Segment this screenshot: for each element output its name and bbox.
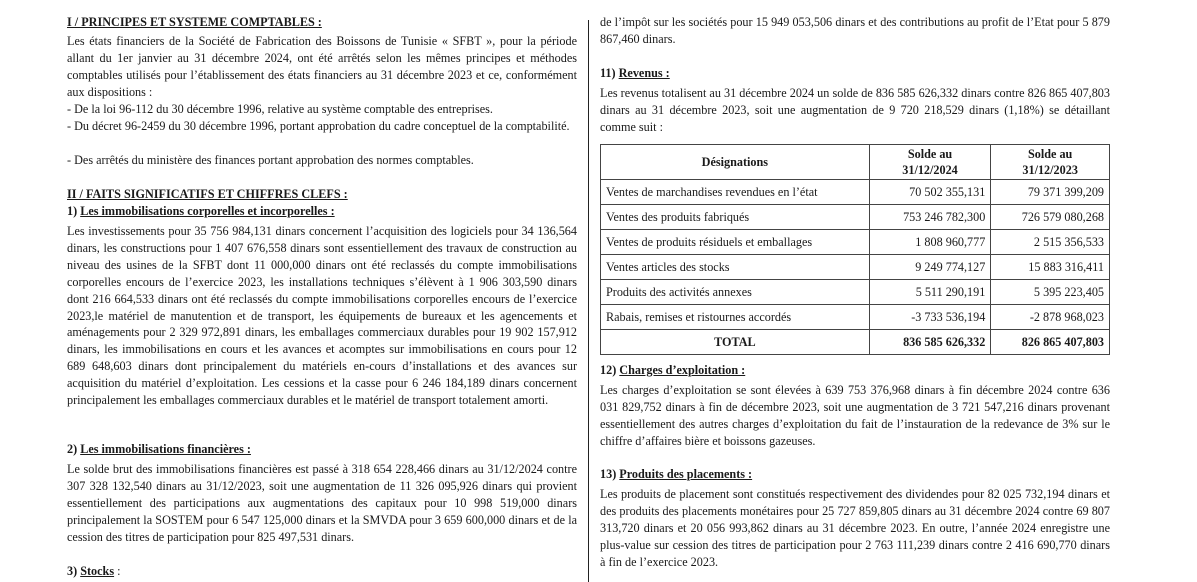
section-13-title: Produits des placements :: [619, 467, 753, 481]
subsection-2-title: Les immobilisations financières :: [80, 442, 251, 456]
value-2024-cell: 1 808 960,777: [869, 230, 991, 255]
value-2024-cell: 70 502 355,131: [869, 180, 991, 205]
value-2023-cell: -2 878 968,023: [991, 305, 1110, 330]
revenue-table-row: [601, 305, 1110, 330]
subsection-1-title: Les immobilisations corporelles et incorporelles :: [80, 204, 335, 218]
header-2023-line2: 31/12/2023: [1022, 163, 1078, 177]
designation-cell: Ventes de produits résiduels et emballages: [601, 230, 870, 255]
value-2024-cell: -3 733 536,194: [869, 305, 991, 330]
subsection-3-heading: [67, 563, 577, 580]
section-11-text: Les revenus totalisent au 31 décembre 2024 un solde de 836 585 626,332 dinars contre 826 865 407,803 dinars au 31 décembre 2023, soit une augmentation de 9 720 218,529 dinars (1,18%) se détaillant comme suit :: [600, 86, 1110, 134]
subsection-1-number: 1): [67, 204, 81, 218]
designation-cell: Rabais, remises et ristournes accordés: [601, 305, 870, 330]
header-2023: [991, 145, 1110, 180]
section-1-intro: Les états financiers de la Société de Fabrication des Boissons de Tunisie « SFBT », pour la période allant du 1er janvier au 31 décembre 2024, ont été arrêtés selon les mêmes principes et méthodes comptables utilisés pour l’établissement des états financiers au 31 décembre 2023 et ce, conformément aux dispositions :: [67, 34, 577, 99]
header-designations-label: Désignations: [701, 155, 769, 169]
subsection-3-title: Stocks: [80, 564, 115, 578]
value-2023-cell: 79 371 399,209: [991, 180, 1110, 205]
designation-cell: Ventes de marchandises revendues en l’état: [601, 180, 870, 205]
section-11-heading: [600, 65, 1110, 82]
section-13-heading: [600, 466, 1110, 483]
column-divider: [588, 20, 589, 582]
designation-cell: Ventes articles des stocks: [601, 255, 870, 280]
subsection-2-text: Le solde brut des immobilisations financières est passé à 318 654 228,466 dinars au 31/12/2024 contre 307 328 132,540 dinars au 31/12/2023, soit une augmentation de 11 326 095,926 dinars qui provient essentiellement des participations aux augmentations des capitaux pour 10 998 519,000 dinars principalement la SOSTEM pour 6 547 125,000 dinars et la SMVDA pour 3 659 600,000 dinars et de la cession des titres de participation pour 825 497,531 dinars.: [67, 462, 577, 544]
value-2023-cell: 15 883 316,411: [991, 255, 1110, 280]
revenue-table-body: [601, 180, 1110, 355]
value-2024-cell: 5 511 290,191: [869, 280, 991, 305]
revenue-table-row: [601, 280, 1110, 305]
section-12-number: 12): [600, 363, 620, 377]
section-1-bullet: - Du décret 96-2459 du 30 décembre 1996, portant approbation du cadre conceptuel de la comptabilité.: [67, 119, 570, 133]
section-11-number: 11): [600, 66, 619, 80]
value-2024-cell: 9 249 774,127: [869, 255, 991, 280]
value-2023-cell: 726 579 080,268: [991, 205, 1110, 230]
value-2023-cell: 2 515 356,533: [991, 230, 1110, 255]
total-label-cell: TOTAL: [601, 330, 870, 355]
section-12-title: Charges d’exploitation :: [619, 363, 746, 377]
total-2024-cell: 836 585 626,332: [869, 330, 991, 355]
header-2024: [869, 145, 991, 180]
revenue-table-total-row: [601, 330, 1110, 355]
revenue-table-row: [601, 205, 1110, 230]
designation-cell: Produits des activités annexes: [601, 280, 870, 305]
subsection-1-heading: [67, 203, 577, 220]
revenue-table-row: [601, 230, 1110, 255]
header-2023-line1: Solde au: [1027, 147, 1073, 161]
designation-cell: Ventes des produits fabriqués: [601, 205, 870, 230]
header-2024-line2: 31/12/2024: [902, 163, 958, 177]
revenue-table-row: [601, 255, 1110, 280]
continuation-text: de l’impôt sur les sociétés pour 15 949 053,506 dinars et des contributions au profit de l’Etat pour 5 879 867,460 dinars.: [600, 15, 1110, 46]
section-13-text: Les produits de placement sont constitués respectivement des dividendes pour 82 025 732,194 dinars et des produits des placements monétaires pour 25 727 859,805 dinars au 31 décembre 2024 contre 69 807 313,720 dinars et 20 056 993,862 dinars au 31 décembre 2023. En outre, l’année 2024 enregistre une plus-value sur cession des titres de participation pour 2 763 111,239 dinars contre 2 416 690,770 dinars à fin de l’exercice 2023.: [600, 487, 1110, 569]
section-12-heading: [600, 362, 1110, 379]
header-2024-line1: Solde au: [907, 147, 953, 161]
section-13-number: 13): [600, 467, 620, 481]
section-1-bullet: - De la loi 96-112 du 30 décembre 1996, relative au système comptable des entreprises.: [67, 102, 493, 116]
subsection-3-suffix: :: [114, 564, 121, 578]
header-designations: [601, 145, 870, 180]
section-2-title: II / FAITS SIGNIFICATIFS ET CHIFFRES CLEFS :: [67, 187, 348, 201]
subsection-2-heading: [67, 441, 577, 458]
total-2023-cell: 826 865 407,803: [991, 330, 1110, 355]
value-2024-cell: 753 246 782,300: [869, 205, 991, 230]
section-11-title: Revenus :: [618, 66, 670, 80]
section-1-bullet: - Des arrêtés du ministère des finances portant approbation des normes comptables.: [67, 153, 474, 167]
subsection-3-number: 3): [67, 564, 81, 578]
section-12-text: Les charges d’exploitation se sont élevées à 639 753 376,968 dinars à fin décembre 2024 contre 636 031 829,752 dinars à fin de décembre 2023, soit une augmentation de 3 721 547,216 dinars provenant essentiellement des autres charges d’exploitation du fait de l’instauration de la redevance de 3% sur le chiffre d’affaires bière et boissons gazeuses.: [600, 383, 1110, 448]
subsection-2-number: 2): [67, 442, 81, 456]
revenue-table-header: [601, 145, 1110, 180]
subsection-1-text: Les investissements pour 35 756 984,131 dinars concernent l’acquisition des logiciels pour 34 136,564 dinars, les constructions pour 1 407 676,558 dinars sont essentiellement des travaux de construction au niveau des usines de la SFBT dont 11 000,000 dinars ont été reclassés du compte immobilisations corporelles encours de l’exercice 2023, les installations techniques s’élèvent à 1 906 303,590 dinars dont 216 664,533 dinars ont été reclassés du compte immobilisations corporelles encours de l’exercice 2023,le matériel de manutention et de transport, les équipements de bureaux et les agencements et aménagements pour 2 329 972,891 dinars, les emballages commerciaux durables pour 19 902 157,912 dinars, les immobilisations en cours et les avances et acomptes sur immobilisations en cours pour 12 689 648,603 dinars dont principalement du matériels en-cours d’installations et des avances sur acquisition du matériel d’exploitation. Les cessions et la casse pour 6 246 184,189 dinars concernent principalement les emballages commerciaux durables et le matériel de transport totalement amorti.: [67, 224, 577, 408]
value-2023-cell: 5 395 223,405: [991, 280, 1110, 305]
section-1-title: I / PRINCIPES ET SYSTEME COMPTABLES :: [67, 15, 322, 29]
revenue-table-row: [601, 180, 1110, 205]
revenue-table: [600, 144, 1110, 355]
